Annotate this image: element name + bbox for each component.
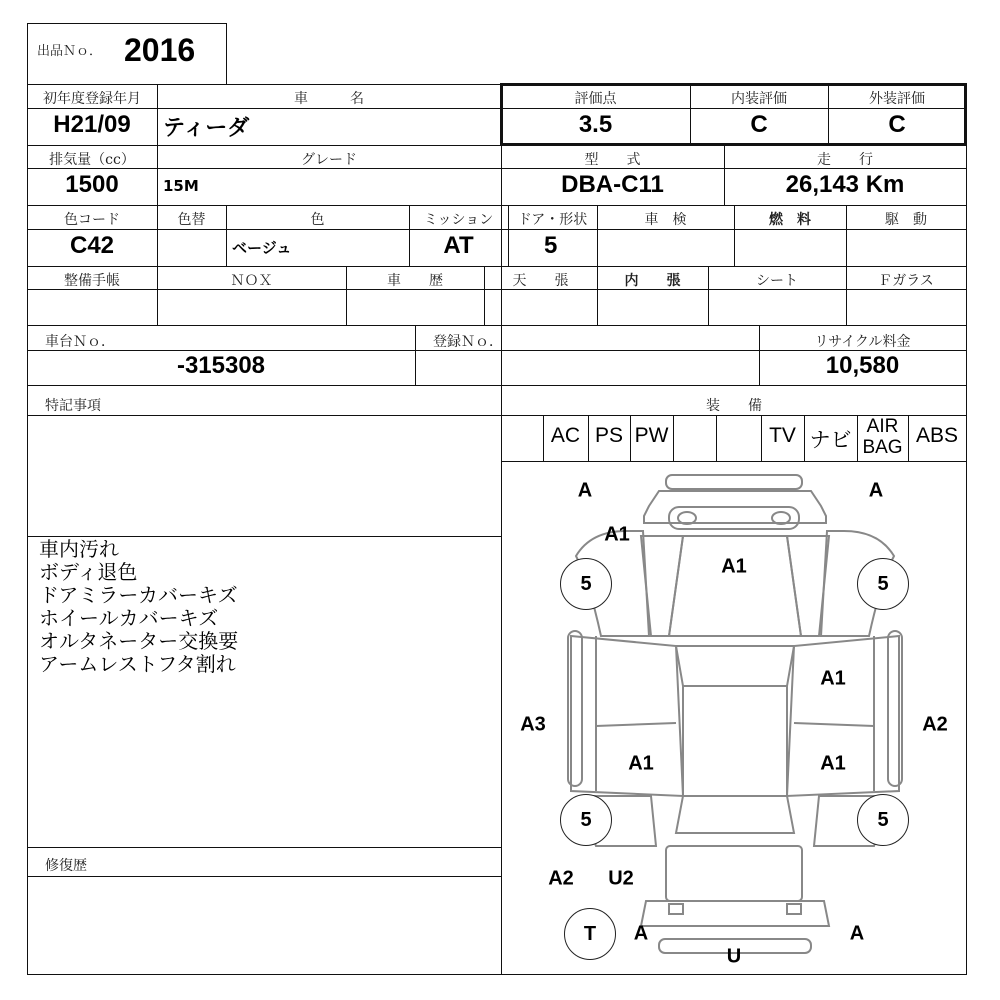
- car-name-label: 車 名: [294, 91, 364, 107]
- mark-windshield-left: A1: [604, 523, 630, 546]
- spare-tire: T: [564, 908, 616, 960]
- mark-windshield: A1: [721, 555, 747, 578]
- tire-front-left: 5: [560, 558, 612, 610]
- vehicle-history-label: 車 歴: [387, 273, 443, 289]
- mark-left-door: A1: [628, 752, 654, 775]
- equipment-tv: TV: [769, 424, 796, 447]
- color-code-label: 色コード: [64, 212, 120, 228]
- tire-front-right: 5: [857, 558, 909, 610]
- mark-left-side: A3: [520, 713, 546, 736]
- equipment-ac: AC: [550, 424, 581, 447]
- score-value: 3.5: [578, 111, 613, 138]
- recycle-fee-label: リサイクル料金: [814, 334, 911, 350]
- transmission-value: AT: [443, 232, 474, 259]
- color-code-value: C42: [69, 232, 115, 259]
- score-label: 評価点: [574, 91, 617, 107]
- door-value: 5: [544, 232, 558, 259]
- displacement-label: 排気量（cc）: [49, 152, 135, 168]
- reg-date-value: H21/09: [53, 111, 131, 138]
- fuel-label: 燃 料: [769, 212, 811, 228]
- note-line: ドアミラーカバーキズ: [39, 583, 238, 607]
- notes-label: 特記事項: [45, 398, 101, 414]
- note-line: ホイールカバーキズ: [39, 606, 219, 630]
- color-value: ベージュ: [232, 239, 292, 257]
- chassis-number-value: -315308: [176, 352, 266, 379]
- exterior-grade-value: C: [888, 111, 906, 138]
- mark-right-side: A2: [922, 713, 948, 736]
- repair-history-label: 修復歴: [45, 858, 87, 874]
- displacement-value: 1500: [65, 171, 119, 198]
- model-label: 型 式: [584, 152, 641, 168]
- model-value: DBA-C11: [561, 171, 664, 198]
- equipment-pw: PW: [634, 424, 669, 447]
- equipment-label: 装 備: [706, 398, 762, 414]
- tire-rear-left: 5: [560, 794, 612, 846]
- mileage-value: 26,143 Km: [785, 171, 905, 198]
- mileage-label: 走 行: [817, 152, 873, 168]
- mark-roof-right: A1: [820, 667, 846, 690]
- nox-label: ＮＯＸ: [230, 273, 273, 289]
- note-line: オルタネーター交換要: [39, 629, 239, 653]
- equipment-navi: ナビ: [809, 429, 852, 452]
- grade-label: グレード: [301, 152, 357, 168]
- drive-label: 駆 動: [885, 212, 927, 228]
- equipment-airbag: AIR BAG: [862, 416, 903, 458]
- reg-date-label: 初年度登録年月: [43, 91, 141, 107]
- car-diagram: [501, 461, 967, 974]
- notes-list: [39, 538, 489, 676]
- interior-grade-value: C: [750, 111, 768, 138]
- front-glass-label: Ｆガラス: [878, 273, 934, 289]
- inspection-label: 車 検: [644, 212, 687, 228]
- door-label: ドア・形状: [517, 212, 588, 228]
- lot-number: 2016: [124, 32, 196, 68]
- note-line: 車内汚れ: [39, 537, 119, 561]
- recycle-fee-value: 10,580: [825, 352, 900, 379]
- mark-right-door: A1: [820, 752, 846, 775]
- chassis-number-label: 車台Ｎｏ．: [45, 334, 115, 350]
- interior-trim-label: 内 張: [624, 273, 681, 289]
- mark-front-left: A: [577, 479, 593, 502]
- repaint-label: 色替: [177, 212, 206, 228]
- note-line: アームレストフタ割れ: [39, 652, 236, 676]
- equipment-ps: PS: [594, 424, 623, 447]
- grade-value: 15M: [163, 177, 199, 195]
- equipment-abs: ABS: [915, 424, 959, 447]
- lot-label: 出品Ｎｏ．: [37, 44, 103, 59]
- interior-grade-label: 内装評価: [731, 91, 787, 107]
- note-line: ボディ退色: [39, 560, 138, 584]
- exterior-grade-label: 外装評価: [869, 91, 925, 107]
- mark-rear-left-u: U2: [608, 867, 634, 890]
- transmission-label: ミッション: [423, 212, 494, 228]
- mark-rear-bottom: U: [726, 945, 742, 968]
- mark-rear-right: A: [849, 922, 865, 945]
- mark-rear-left: A: [633, 922, 649, 945]
- headliner-label: 天 張: [512, 273, 569, 289]
- color-label: 色: [310, 212, 325, 228]
- car-name-value: ティーダ: [163, 115, 250, 140]
- registration-number-label: 登録Ｎｏ．: [433, 334, 503, 350]
- mark-front-right: A: [868, 479, 884, 502]
- seat-label: シート: [756, 273, 798, 289]
- tire-rear-right: 5: [857, 794, 909, 846]
- service-record-label: 整備手帳: [64, 273, 120, 289]
- mark-rear-left-a: A2: [548, 867, 574, 890]
